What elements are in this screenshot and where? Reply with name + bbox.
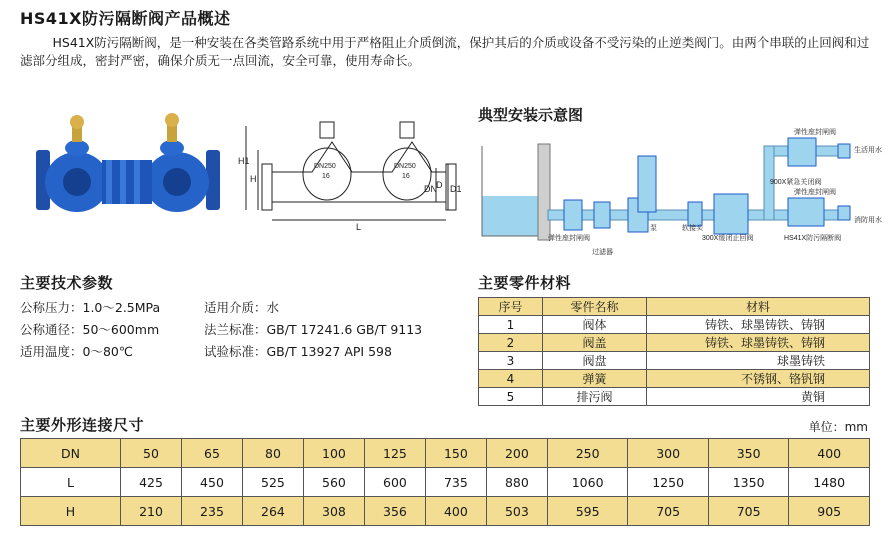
spec-row (20, 297, 422, 319)
label-check-valve: 300X缓闭止回阀 (702, 235, 754, 242)
table-cell: 880 (486, 468, 547, 497)
table-row (21, 497, 870, 526)
parts-no: 5 (479, 388, 543, 406)
parts-name: 排污阀 (543, 388, 647, 406)
table-row (479, 352, 870, 370)
unit-label: 单位：mm (808, 420, 868, 434)
dim-label-l: L (356, 222, 362, 232)
spec-item: 公称压力：1.0～2.5MPa (20, 300, 161, 315)
parts-header-cell: 材料 (647, 298, 870, 316)
pump (638, 156, 656, 212)
body-marking-1b: 16 (322, 173, 330, 180)
table-cell: 125 (364, 439, 425, 468)
table-cell: 300 (628, 439, 709, 468)
valve-photo (36, 113, 220, 212)
tech-section-title: 主要技术参数 (20, 274, 114, 292)
label-filter: 过滤器 (592, 249, 613, 256)
spec-item: 适用介质：水 (204, 300, 280, 315)
dim-label-h1: H1 (238, 156, 250, 166)
water-tank (482, 196, 546, 236)
dims-section-title: 主要外形连接尺寸 (20, 416, 145, 434)
table-cell: 250 (547, 439, 628, 468)
label-fire-water: 消防用水 (854, 217, 882, 224)
table-row (479, 316, 870, 334)
table-cell: 200 (486, 439, 547, 468)
install-diagram (478, 126, 882, 262)
parts-material: 球墨铸铁 (647, 352, 870, 370)
table-cell: 905 (789, 497, 870, 526)
parts-name: 弹簧 (543, 370, 647, 388)
install-diagram-svg (478, 126, 882, 262)
table-cell: 595 (547, 497, 628, 526)
valve-figure (22, 112, 462, 232)
intro-paragraph: HS41X防污隔断阀，是一种安装在各类管路系统中用于严格阻止介质倒流，保护其后的介质或设备不受污染的止逆类阀门。由两个串联的止回阀和过滤部分组成，密封严密，确保介质无一点回流，安全可靠，使用寿命长。 (20, 35, 870, 68)
table-cell: 264 (242, 497, 303, 526)
label-soft-joint: 软接头 (682, 225, 703, 232)
parts-name: 阀盘 (543, 352, 647, 370)
table-cell: 65 (181, 439, 242, 468)
dimension-drawing (246, 122, 456, 220)
body-marking-2b: 16 (402, 173, 410, 180)
parts-no: 4 (479, 370, 543, 388)
parts-table (478, 297, 870, 406)
dim-label-d1: D1 (450, 184, 462, 194)
table-cell: 705 (628, 497, 709, 526)
tech-specs (20, 297, 422, 363)
table-cell: 425 (121, 468, 182, 497)
label-domestic-water: 生活用水 (854, 147, 882, 154)
parts-header-cell: 零件名称 (543, 298, 647, 316)
table-cell: 735 (425, 468, 486, 497)
table-cell: 600 (364, 468, 425, 497)
body-marking-2: DN250 (394, 163, 416, 170)
parts-name: 阀体 (543, 316, 647, 334)
spec-row (20, 319, 422, 341)
table-cell: 503 (486, 497, 547, 526)
label-gate-valve-2: 弹性座封闸阀 (794, 189, 836, 196)
table-cell: 1250 (628, 468, 709, 497)
table-cell: 1480 (789, 468, 870, 497)
table-cell: 450 (181, 468, 242, 497)
parts-material: 铸铁、球墨铸铁、铸钢 (647, 316, 870, 334)
spec-item: 试验标准：GB/T 13927 API 598 (204, 344, 392, 359)
parts-header-cell: 序号 (479, 298, 543, 316)
table-row (479, 334, 870, 352)
label-pump: 泵 (650, 225, 657, 232)
install-diagram-title: 典型安装示意图 (478, 106, 584, 124)
parts-material: 铸铁、球墨铸铁、铸钢 (647, 334, 870, 352)
table-row (479, 370, 870, 388)
row-header-cell: DN (21, 439, 121, 468)
table-row (479, 388, 870, 406)
label-emergency-valve: 900X紧急关闭阀 (770, 179, 822, 186)
table-cell: 705 (708, 497, 789, 526)
parts-no: 2 (479, 334, 543, 352)
parts-no: 3 (479, 352, 543, 370)
label-gate-valve-1: 弹性座封闸阀 (548, 235, 590, 242)
spec-item: 适用温度：0～80℃ (20, 344, 133, 359)
spec-item: 法兰标准：GB/T 17241.6 GB/T 9113 (204, 322, 423, 337)
valve-photo-and-drawing (22, 112, 462, 232)
table-cell: 308 (303, 497, 364, 526)
table-cell: 400 (789, 439, 870, 468)
parts-header-row (479, 298, 870, 316)
parts-section-title: 主要零件材料 (478, 274, 572, 292)
dimensions-table (20, 438, 870, 526)
parts-material: 不锈钢、铬钒钢 (647, 370, 870, 388)
page-title: HS41X防污隔断阀产品概述 (20, 9, 231, 28)
spec-row (20, 341, 422, 363)
table-cell: 400 (425, 497, 486, 526)
table-cell: 1350 (708, 468, 789, 497)
body-marking-1: DN250 (314, 163, 336, 170)
label-gate-valve-3: 弹性座封闸阀 (794, 129, 836, 136)
table-cell: 235 (181, 497, 242, 526)
spec-item: 公称通径：50～600mm (20, 322, 160, 337)
dim-label-h: H (250, 174, 257, 184)
table-cell: 150 (425, 439, 486, 468)
table-cell: 525 (242, 468, 303, 497)
table-cell: 1060 (547, 468, 628, 497)
table-cell: 210 (121, 497, 182, 526)
row-header-cell: H (21, 497, 121, 526)
row-header-cell: L (21, 468, 121, 497)
table-cell: 100 (303, 439, 364, 468)
parts-name: 阀盖 (543, 334, 647, 352)
dim-label-dn: DN (424, 184, 437, 194)
parts-material: 黄铜 (647, 388, 870, 406)
table-cell: 560 (303, 468, 364, 497)
table-cell: 350 (708, 439, 789, 468)
table-row (21, 468, 870, 497)
table-row (21, 439, 870, 468)
table-cell: 356 (364, 497, 425, 526)
parts-no: 1 (479, 316, 543, 334)
table-cell: 50 (121, 439, 182, 468)
label-hs41x-valve: HS41X防污隔断阀 (784, 235, 842, 242)
dim-label-d: D (436, 180, 443, 190)
table-cell: 80 (242, 439, 303, 468)
